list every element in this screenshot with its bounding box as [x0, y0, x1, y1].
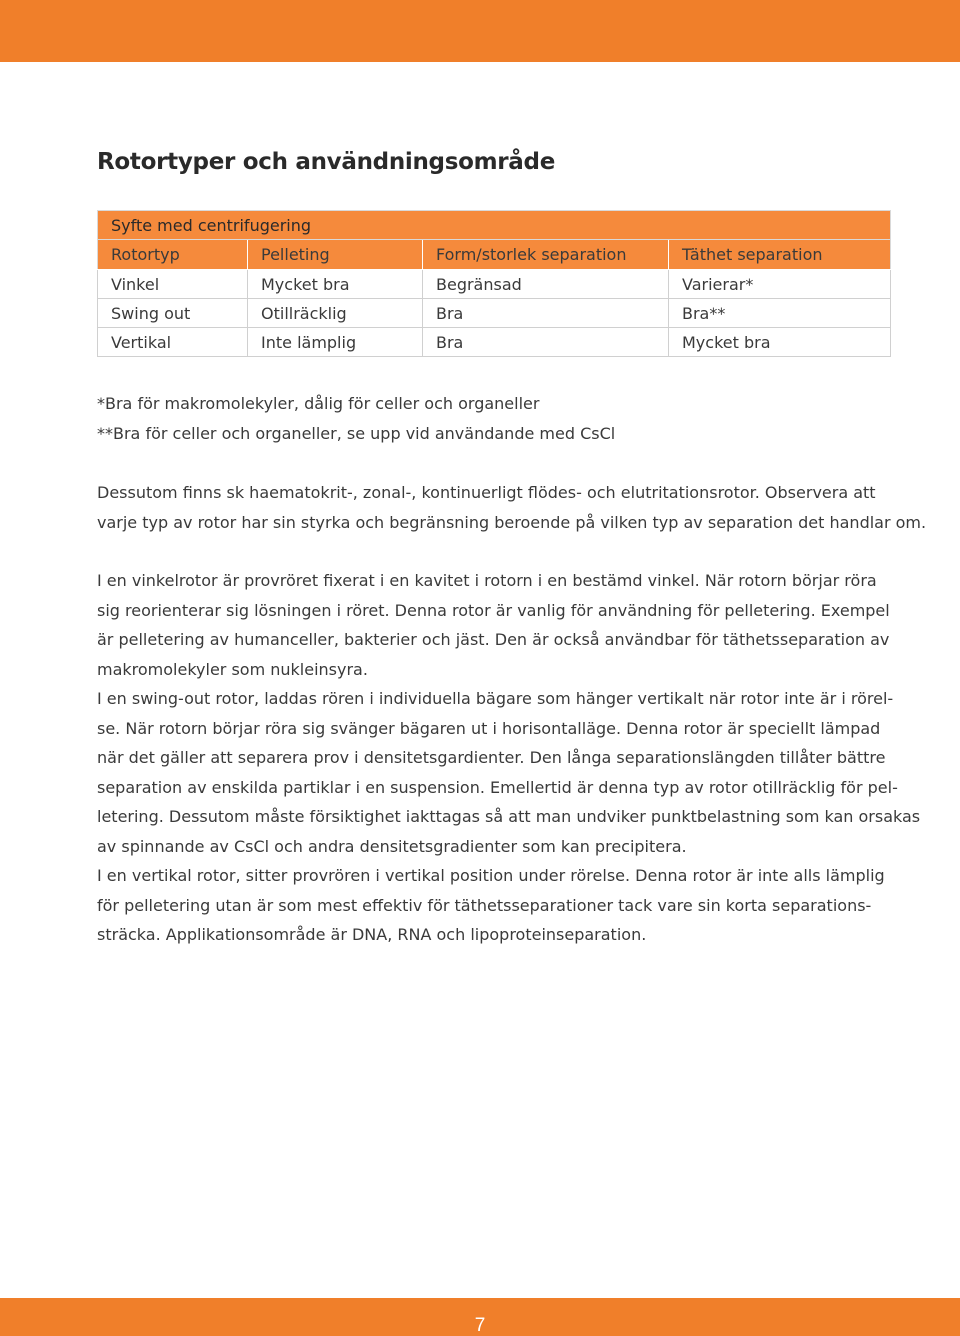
table-header-row	[98, 240, 891, 270]
text-line: I en swing-out rotor, laddas rören i individuella bägare som hänger vertikalt när rotor inte är i rörel-	[97, 689, 894, 708]
table-cell: Bra	[423, 299, 669, 328]
paragraph	[97, 478, 927, 537]
paragraph	[97, 566, 921, 950]
page-title: Rotortyper och användningsområde	[97, 149, 555, 175]
table-purpose-header: Syfte med centrifugering	[98, 211, 891, 240]
table-purpose-row	[98, 211, 891, 240]
text-line: sig reorienterar sig lösningen i röret. Denna rotor är vanlig för användning för pelletering. Exempel	[97, 600, 890, 620]
footnote: **Bra för celler och organeller, se upp vid användande med CsCl	[97, 424, 616, 443]
table-row	[98, 299, 891, 328]
header-band	[0, 0, 960, 62]
table-cell: Vertikal	[98, 328, 248, 357]
table-cell: Vinkel	[98, 270, 248, 299]
table-cell: Swing out	[98, 299, 248, 328]
column-header: Pelleting	[248, 240, 423, 270]
text-line: letering. Dessutom måste försiktighet iakttagas så att man undviker punktbelastning som kan orsakas	[97, 807, 921, 826]
table-row	[98, 270, 891, 299]
text-line: av spinnande av CsCl och andra densitetsgradienter som kan precipitera.	[97, 836, 687, 856]
table-cell: Mycket bra	[248, 270, 423, 299]
page-number: 7	[474, 1315, 486, 1336]
text-line: är pelletering av humanceller, bakterier och jäst. Den är också användbar för täthetsseparation av	[97, 630, 890, 649]
text-line: varje typ av rotor har sin styrka och begränsning beroende på vilken typ av separation det handlar om.	[97, 512, 927, 532]
text-line: när det gäller att separera prov i densitetsgardienter. Den långa separationslängden tillåter bättre	[97, 748, 886, 767]
table-cell: Otillräcklig	[248, 299, 423, 328]
table-cell: Bra**	[669, 299, 891, 328]
column-header: Form/storlek separation	[423, 240, 669, 270]
rotor-table	[97, 210, 891, 357]
text-line: makromolekyler som nukleinsyra.	[97, 659, 368, 679]
text-line: för pelletering utan är som mest effektiv för täthetsseparationer tack vare sin korta separations-	[97, 895, 872, 915]
column-header: Täthet separation	[669, 240, 891, 270]
text-line: separation av enskilda partiklar i en suspension. Emellertid är denna typ av rotor otillräcklig för pel-	[97, 777, 898, 797]
footnote: *Bra för makromolekyler, dålig för celler och organeller	[97, 394, 540, 413]
text-line: sträcka. Applikationsområde är DNA, RNA och lipoproteinseparation.	[97, 925, 647, 944]
column-header: Rotortyp	[98, 240, 248, 270]
text-line: Dessutom finns sk haematokrit-, zonal-, kontinuerligt flödes- och elutritationsrotor. Observera att	[97, 483, 876, 502]
text-line: I en vinkelrotor är provröret fixerat i en kavitet i rotorn i en bestämd vinkel. När rotorn börjar röra	[97, 571, 877, 590]
text-line: I en vertikal rotor, sitter provrören i vertikal position under rörelse. Denna rotor är inte alls lämplig	[97, 866, 885, 885]
text-line: se. När rotorn börjar röra sig svänger bägaren ut i horisontalläge. Denna rotor är speciellt lämpad	[97, 718, 881, 738]
table-row	[98, 328, 891, 357]
table-cell: Begränsad	[423, 270, 669, 299]
table-cell: Inte lämplig	[248, 328, 423, 357]
table-cell: Bra	[423, 328, 669, 357]
table-cell: Varierar*	[669, 270, 891, 299]
table-cell: Mycket bra	[669, 328, 891, 357]
